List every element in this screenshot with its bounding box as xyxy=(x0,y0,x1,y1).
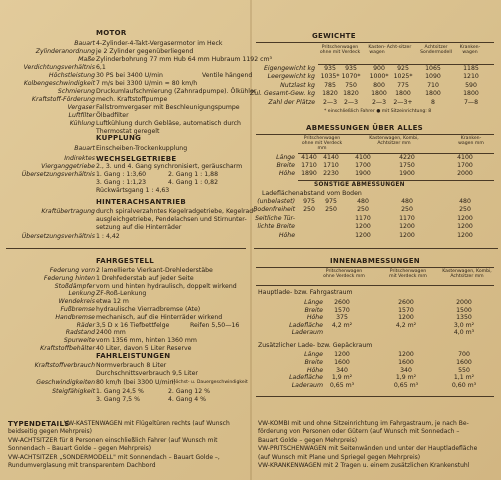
fahrgestell-value: 2400 mm xyxy=(96,329,126,337)
fahrgestell-value: 2 lamellierte Vierkant-Drehlederstäbe xyxy=(96,267,213,274)
gewichte-cell: 1800 xyxy=(425,90,441,98)
gewichte-cell: 1800 xyxy=(463,90,479,98)
typendetails-heading: TYPENDETAILS xyxy=(8,420,70,428)
gewichte-cell: 1210 xyxy=(463,73,479,81)
gewichte-cell: 935 xyxy=(324,65,336,72)
rechts-line-4: VW-PRITSCHENWAGEN mit Seitenwänden und unter der Hauptladefläche xyxy=(258,445,478,452)
wechsel-heading: WECHSELGETRIEBE xyxy=(96,155,177,163)
motor-value: Thermostat geregelt xyxy=(96,128,160,135)
motor-value: mech. Kraftstoffpumpe xyxy=(96,96,168,103)
rechts-line-3: Bauart Golde – gegen Mehrpreis) xyxy=(258,437,358,444)
gewichte-cell: 1070* xyxy=(341,73,361,81)
gewichte-heading: GEWICHTE xyxy=(312,32,356,40)
innen-row-label: Ladefläche xyxy=(289,374,323,382)
steig-4: 4. Gang 4 % xyxy=(168,396,207,403)
motor-label: Kraftstoff-Förderung xyxy=(31,96,95,103)
typendetails-line-6: Rundumverglasung mit transparentem Dachbord xyxy=(8,462,156,469)
motor-label: Maße xyxy=(78,56,95,63)
innen-cell: 1600 xyxy=(398,358,414,366)
abm-cell: 1900 xyxy=(355,170,371,178)
gear-3: 3. Gang : 1:1,23 xyxy=(96,179,147,186)
gewichte-cell: 800 xyxy=(373,81,385,89)
abm-row-label: Breite xyxy=(276,162,295,170)
innen-row-label: Breite xyxy=(304,306,323,314)
innen-cell: 0,65 m³ xyxy=(393,382,419,390)
innen-row-label: Laderaum xyxy=(291,329,323,337)
innen-header: Pritschenwagen ohne Verdeck mm xyxy=(323,269,365,280)
innen-section1: Hauptlade- bzw. Fahrgastraum xyxy=(258,289,353,296)
gewichte-cell: 935 xyxy=(345,65,357,72)
gewichte-header: Acht-sitzer xyxy=(386,45,412,50)
fahrgestell-label: Spurweite xyxy=(63,337,95,345)
hinterachs-label2: Übersetzungsverhältnis xyxy=(21,233,95,240)
sonstige-cell: 1200 xyxy=(457,223,473,231)
hinterachs-line-2: ausgleichgetriebe, Pendelachsen und Stirnunter- xyxy=(96,216,247,223)
kupplung-heading: KUPPLUNG xyxy=(96,134,142,142)
typendetails-line-3: VW-ACHTSITZER für 8 Personen einschließlich Fahrer (auf Wunsch mit xyxy=(8,437,218,444)
abm-cell: 1700 xyxy=(355,162,371,170)
fahrgestell-heading: FAHRGESTELL xyxy=(96,257,154,265)
sonstige-cell: 1200 xyxy=(355,223,371,231)
wechsel-label3: Übersetzungsverhältnis xyxy=(21,171,95,178)
innen-row-label: Höhe xyxy=(306,314,323,322)
innen-cell: 4,0 m³ xyxy=(453,329,475,337)
rechts-line-5: (auf Wunsch mit Plane und Spriegel gegen Mehrpreis) xyxy=(258,454,421,461)
gewichte-row-label: Eigengewicht kg xyxy=(263,65,315,72)
innen-row-label: Laderaum xyxy=(291,382,323,390)
innen-cell: 1,1 m² xyxy=(453,374,475,382)
abm-cell: 1710 xyxy=(301,162,317,170)
sonstige-cell: 1200 xyxy=(457,214,473,222)
gewichte-cell: 590 xyxy=(465,81,477,89)
innen-cell: 1600 xyxy=(456,358,472,366)
abm-cell: 4100 xyxy=(355,154,371,161)
sonstige-cell: 975 xyxy=(303,198,315,205)
innen-header: Pritschenwagen mit Verdeck mm xyxy=(389,269,427,280)
fahrgestell-value: 40 Liter, davon 5 Liter Reserve xyxy=(96,345,192,352)
innen-header: Kastenwagen, Kombi, Achtsitzer mm xyxy=(442,269,492,280)
gewichte-row-label: Leergewicht kg xyxy=(267,73,315,81)
abm-cell: 1900 xyxy=(399,170,415,178)
geschwindigkeit-note: Höchst- u. Dauergeschwindigkeit xyxy=(172,380,248,385)
innen-heading: INNENABMESSUNGEN xyxy=(330,257,420,265)
sonstige-cell: 1200 xyxy=(399,223,415,231)
steig-1: 1. Gang 24,5 % xyxy=(96,388,144,395)
innen-top-rule xyxy=(256,267,494,268)
sonstige-cell: 480 xyxy=(357,198,369,205)
verbrauch-label: Kraftstoffverbrauch xyxy=(34,362,95,369)
steig-label: Steigfähigkeit xyxy=(52,388,95,395)
hinterachs-value2: 1 : 4,42 xyxy=(96,233,120,240)
gewichte-cell: 785 xyxy=(324,81,336,89)
sonstige-row-label: Höhe xyxy=(278,231,295,239)
sonstige-cell: 1200 xyxy=(457,231,473,239)
kupplung-value: Einscheiben-Trockenkupplung xyxy=(96,145,188,152)
gewichte-cell: 2—3 xyxy=(322,98,338,106)
kupplung-label: Bauart xyxy=(74,145,95,152)
fahrgestell-value: mechanisch, auf die Hinterräder wirkend xyxy=(96,313,223,321)
abm-bottom-rule xyxy=(298,180,494,181)
abm-cell: 4140 xyxy=(323,154,339,161)
innen-section2: Zusätzlicher Lade- bzw. Gepäckraum xyxy=(258,342,373,349)
sonstige-cell: 1170 xyxy=(399,214,415,222)
sonstige-cell: 480 xyxy=(401,198,413,205)
abm-header: Kranken-wagen mm xyxy=(458,136,484,147)
gewichte-cell: 1065 xyxy=(425,65,441,72)
abm-cell: 1890 xyxy=(301,170,317,178)
fahrgestell-label: Handbremse xyxy=(55,313,95,321)
innen-row-label: Ladefläche xyxy=(289,321,323,329)
motor-value: Zylinderbohrung 77 mm Hub 64 mm Hubraum 1192 cm³ xyxy=(96,56,273,63)
abm-cell: 1750 xyxy=(399,162,415,170)
wechsel-label1: Indirektes xyxy=(64,155,95,162)
gear-1: 1. Gang : 1:3,60 xyxy=(96,171,147,178)
innen-cell: 1,9 m² xyxy=(395,374,417,382)
rechts-line-6: VW-KRANKENWAGEN mit 2 Tragen u. einem zusätzlichen Krankenstuhl xyxy=(258,462,470,469)
sonstige-cell: 250 xyxy=(325,206,337,214)
motor-heading: MOTOR xyxy=(96,29,127,37)
innen-cell: 1200 xyxy=(334,351,350,358)
rechts-line-1: VW-KOMBI mit und ohne Sitzeinrichtung im Fahrgastraum, je nach Be- xyxy=(258,420,469,427)
wechsel-label2: Vierganggetriebe xyxy=(41,163,95,170)
gewichte-cell: 1820 xyxy=(322,90,338,98)
fahrgestell-value: vorn 1356 mm, hinten 1360 mm xyxy=(96,337,197,345)
innen-cell: 1570 xyxy=(398,306,414,314)
verbrauch-norm: Normverbrauch 8 Liter xyxy=(96,362,167,369)
divider-right xyxy=(254,248,498,249)
innen-cell: 0,60 m³ xyxy=(451,382,477,390)
innen-cell: 375 xyxy=(336,314,348,322)
innen-cell: 1600 xyxy=(334,358,350,366)
hinterachs-label1: Kraftübertragung xyxy=(41,208,95,215)
fahrgestell-value: vorn und hinten hydraulisch, doppelt wirkend xyxy=(96,282,237,290)
motor-label: Verdichtungsverhältnis xyxy=(23,64,95,71)
hinterachs-line-1: durch spiralverzahntes Kegelradgetriebe, Kegelrad- xyxy=(96,208,256,215)
sonstige-cell: 250 xyxy=(357,206,369,214)
gewichte-cell: 750 xyxy=(345,81,357,89)
abm-row-label: Länge xyxy=(276,154,295,161)
gewichte-cell: 1090 xyxy=(425,73,441,81)
gewichte-cell: 710 xyxy=(427,81,439,89)
sonstige-cell: 480 xyxy=(459,198,471,205)
motor-extra: Ventile hängend xyxy=(202,72,253,79)
innen-header-rule xyxy=(256,285,494,286)
gewichte-row-label: Zul. Gesamt-Gew. kg xyxy=(250,90,315,98)
fahrgestell-label: Stoßdämpfer xyxy=(54,282,95,290)
gewichte-cell: 1800 xyxy=(395,90,411,98)
abm-cell: 4220 xyxy=(399,154,415,161)
sonstige-row-label: (unbelastet) xyxy=(257,198,295,205)
abm-cell: 1700 xyxy=(457,162,473,170)
abm-header: Pritschenwagen ohne mit Verdeck mm xyxy=(301,136,343,152)
gewichte-cell: 900 xyxy=(373,65,385,72)
fahrgestell-value: 3,5 D x 16 Tiefbettfelge xyxy=(96,321,170,329)
divider-left xyxy=(6,248,246,249)
gear-reverse: Rückwärtsgang 1 : 4,63 xyxy=(96,187,170,194)
sonstige-row-label: lichte Breite xyxy=(257,223,295,231)
abm-header: Kastenwagen, Kombi, Achtsitzer mm xyxy=(369,136,419,147)
motor-label: Bauart xyxy=(74,40,95,47)
typendetails-line-5: VW-ACHTSITZER „SONDERMODELL" mit Sonnendach – Bauart Golde –, xyxy=(8,454,220,461)
innen-row-label: Höhe xyxy=(306,366,323,374)
innen-row-label: Länge xyxy=(304,351,323,358)
hinterachs-line-3: setzung auf die Hinterräder xyxy=(96,224,182,231)
motor-value: Fallstromvergaser mit Beschleunigungspumpe xyxy=(96,104,240,111)
sonstige-row-label: Seitliche Tür- xyxy=(255,214,295,222)
abm-cell: 1710 xyxy=(323,162,339,170)
fahrgestell-value: ZF-Roß-Lenkung xyxy=(96,290,147,298)
gewichte-header: Kasten-wagen xyxy=(368,45,386,56)
innen-cell: 0,65 m³ xyxy=(329,382,355,390)
abm-cell: 2230 xyxy=(323,170,339,178)
innen-cell: 1570 xyxy=(334,306,350,314)
sonstige-cell: 975 xyxy=(325,198,337,205)
innen-row-label: Länge xyxy=(304,299,323,306)
abm-cell: 4100 xyxy=(457,154,473,161)
abm-cell: 2000 xyxy=(457,170,473,178)
gewichte-cell: 1000* xyxy=(369,73,389,81)
abmessungen-heading: ABMESSUNGEN ÜBER ALLES xyxy=(306,124,424,132)
fahrgestell-label: Räder xyxy=(76,321,95,329)
abm-cell: 4140 xyxy=(301,154,317,161)
motor-value: 7 m/s bei 3300 U/min ≈ 80 km/h xyxy=(96,80,198,87)
motor-label: Luftfilter xyxy=(68,112,95,119)
sonstige-row-label: Bodenfreiheit xyxy=(253,206,295,214)
innen-cell: 1500 xyxy=(456,306,472,314)
motor-value: Druckumlaufschmierung (Zahnradpumpe). Ölkühler xyxy=(96,88,257,95)
innen-cell: 340 xyxy=(336,366,348,374)
fahrgestell-label: Fußbremse xyxy=(60,306,95,313)
innen-row-label: Breite xyxy=(304,358,323,366)
sonstige-heading: SONSTIGE ABMESSUNGEN xyxy=(314,182,405,188)
wechsel-value1: 2., 3. und 4. Gang synchronisiert, geräuscharm xyxy=(96,163,243,170)
gewichte-cell: 1820 xyxy=(343,90,359,98)
motor-value: 6,1 xyxy=(96,64,106,71)
fahrleistungen-heading: FAHRLEISTUNGEN xyxy=(96,352,171,360)
abm-row-label: Höhe xyxy=(278,170,295,178)
steig-3: 3. Gang 7,5 % xyxy=(96,396,140,403)
sonstige-label0: Ladeflächenabstand vom Boden xyxy=(262,190,362,197)
hinterachs-heading: HINTERACHSANTRIEB xyxy=(96,198,186,206)
innen-cell: 4,2 m² xyxy=(395,321,417,329)
motor-value: Luftkühlung durch Gebläse, automatisch durch xyxy=(96,120,241,127)
gewichte-header: Pritschenwagen ohne mit Verdeck xyxy=(319,45,361,56)
gewichte-cell: 8 xyxy=(431,98,435,106)
sonstige-cell: 1200 xyxy=(399,231,415,239)
gewichte-row-label: Zahl der Plätze xyxy=(268,98,315,106)
gewichte-cell: 1800 xyxy=(371,90,387,98)
fahrgestell-label: Radstand xyxy=(65,329,95,337)
motor-value: 4-Zylinder-4-Takt-Vergasermotor im Heck xyxy=(96,40,223,47)
gewichte-cell: 1035* xyxy=(320,73,340,81)
geschwindigkeit-label: Geschwindigkeiten xyxy=(36,379,95,386)
fahrgestell-value: 1 Drehfederstab auf jeder Seite xyxy=(96,274,194,282)
gear-4: 4. Gang 1 : 0,82 xyxy=(168,179,219,186)
innen-cell: 1200 xyxy=(398,314,414,322)
fahrgestell-label: Wendekreis xyxy=(58,298,95,306)
gear-2: 2. Gang 1 : 1,88 xyxy=(168,171,219,178)
gewichte-cell: 1185 xyxy=(463,65,479,72)
gewichte-top-rule xyxy=(256,42,494,43)
innen-bottom-rule xyxy=(256,396,494,397)
sonstige-cell: 250 xyxy=(401,206,413,214)
motor-value: Ölbadfilter xyxy=(96,112,129,119)
motor-label: Vergaser xyxy=(67,104,95,111)
fahrgestell-label: Lenkung xyxy=(68,290,95,298)
innen-cell: 2000 xyxy=(456,299,472,306)
sonstige-cell: 250 xyxy=(303,206,315,214)
innen-cell: 700 xyxy=(458,351,470,358)
sonstige-cell: 1170 xyxy=(355,214,371,222)
sonstige-cell: 250 xyxy=(459,206,471,214)
typendetails-line-1: VW-KASTENWAGEN mit Flügeltüren rechts (auf Wunsch xyxy=(64,420,230,427)
motor-value: 30 PS bei 3400 U/min xyxy=(96,72,163,79)
gewichte-header: Achtsitzer Sondermodell xyxy=(420,45,452,56)
verbrauch-durchschnitt: Durchschnittsverbrauch 9,5 Liter xyxy=(96,370,198,377)
innen-cell: 550 xyxy=(458,366,470,374)
fahrgestell-extra: Reifen 5,50—16 xyxy=(190,321,240,329)
fahrgestell-value: etwa 12 m xyxy=(96,298,129,306)
fahrgestell-label: Kraftstoffbehälter xyxy=(40,345,95,352)
geschwindigkeit-value: 80 km/h (bei 3300 U/min) xyxy=(96,379,176,386)
gewichte-cell: 7—8 xyxy=(463,98,479,106)
innen-cell: 2600 xyxy=(334,299,350,306)
gewichte-cell: 2—3+ xyxy=(393,98,413,106)
typendetails-line-4: Sonnendach – Bauart Golde – gegen Mehrpreis) xyxy=(8,445,152,452)
fahrgestell-label: Federung hinten xyxy=(43,274,95,282)
fahrgestell-value: hydraulische Vierradbremse (Ate) xyxy=(96,306,201,313)
motor-value: je 2 Zylinder gegenüberliegend xyxy=(96,48,194,55)
motor-label: Kühlung xyxy=(69,120,95,127)
innen-cell: 1,9 m² xyxy=(331,374,353,382)
motor-label: Höchstleistung xyxy=(48,72,95,79)
abm-top-rule xyxy=(256,134,494,135)
innen-cell: 1350 xyxy=(456,314,472,322)
innen-cell: 4,2 m² xyxy=(331,321,353,329)
innen-cell: 2600 xyxy=(398,299,414,306)
gewichte-cell: 2—3 xyxy=(371,98,387,106)
motor-label: Kolbengeschwindigkeit xyxy=(23,80,95,87)
gewichte-cell: 925 xyxy=(397,65,409,72)
gewichte-header: Kranken-wagen xyxy=(459,45,481,56)
rechts-line-2: förderung von Personen oder Gütern (auf Wunsch mit Sonnedach – xyxy=(258,428,460,435)
gewichte-cell: 1025* xyxy=(393,73,413,81)
gewichte-cell: 2—3 xyxy=(343,98,359,106)
gewichte-row-label: Nutzlast kg xyxy=(280,81,315,89)
fahrgestell-label: Federung vorn xyxy=(49,267,95,274)
innen-cell: 3,0 m² xyxy=(453,321,475,329)
innen-cell: 340 xyxy=(400,366,412,374)
gewichte-footnote: * einschließlich Fahrer ● mit Sitzeinrichtung: 8 xyxy=(324,109,432,114)
gewichte-cell: 775 xyxy=(397,81,409,89)
typendetails-line-2: beidseitig gegen Mehrpreis) xyxy=(8,428,93,435)
motor-label: Zylinderanordnung xyxy=(35,48,95,55)
steig-2: 2. Gang 12 % xyxy=(168,388,210,395)
innen-cell: 1200 xyxy=(398,351,414,358)
sonstige-cell: 1200 xyxy=(355,231,371,239)
motor-label: Schmierung xyxy=(57,88,95,95)
